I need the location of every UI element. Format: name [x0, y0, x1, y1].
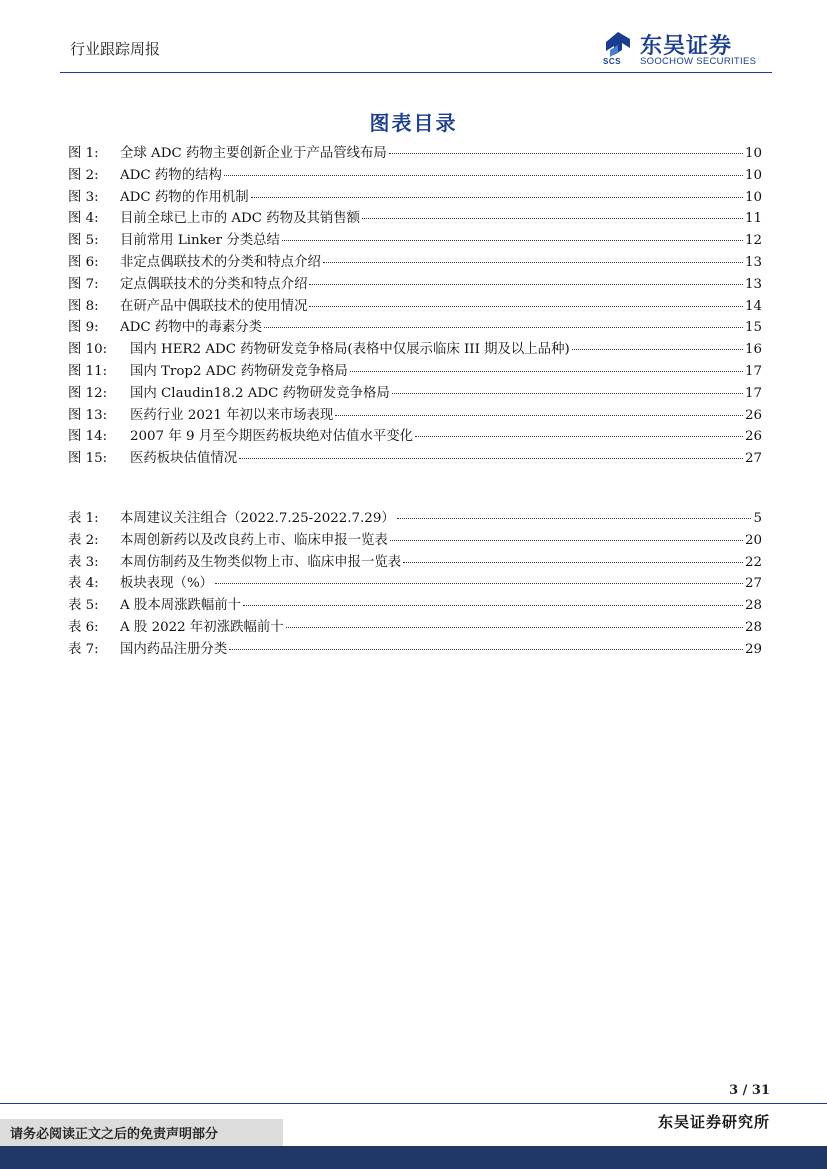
dot-leader [390, 540, 743, 541]
dot-leader [350, 371, 743, 372]
figure-page-number[interactable]: 10 [744, 146, 762, 161]
table-page-number[interactable]: 28 [744, 598, 762, 614]
figure-title[interactable]: 定点偶联技术的分类和特点介绍 [120, 276, 308, 292]
dot-leader [282, 240, 743, 241]
figure-page-number[interactable]: 11 [744, 211, 762, 227]
figure-entry[interactable] [68, 252, 762, 274]
dot-leader [389, 153, 743, 154]
table-page-number[interactable]: 5 [753, 511, 762, 526]
footer-band [0, 1146, 827, 1169]
table-page-number[interactable]: 29 [744, 641, 762, 657]
dot-leader [286, 627, 743, 628]
logo-abbreviation: SCS [603, 57, 621, 66]
figure-number: 图 7: [68, 276, 99, 292]
figure-number: 图 9: [68, 320, 99, 336]
dot-leader [251, 197, 743, 198]
table-number: 表 4: [68, 576, 99, 592]
figure-entry[interactable] [68, 165, 762, 187]
company-logo [600, 30, 770, 70]
dot-leader [335, 415, 743, 416]
table-title[interactable]: 国内药品注册分类 [120, 641, 228, 657]
figure-title[interactable]: 全球 ADC 药物主要创新企业于产品管线布局 [120, 146, 387, 161]
figure-entry[interactable] [68, 187, 762, 209]
dot-leader [403, 562, 743, 563]
figure-title[interactable]: 目前全球已上市的 ADC 药物及其销售额 [120, 211, 361, 227]
dot-leader [397, 518, 752, 519]
figure-number: 图 1: [68, 146, 99, 161]
table-entry[interactable] [68, 573, 762, 595]
table-number: 表 1: [68, 511, 99, 526]
figure-entry[interactable] [68, 426, 762, 448]
dot-leader [415, 436, 743, 437]
figure-page-number[interactable]: 15 [744, 320, 762, 336]
table-number: 表 3: [68, 554, 99, 570]
figure-title[interactable]: 2007 年 9 月至今期医药板块绝对估值水平变化 [130, 429, 414, 445]
figure-number: 图 13: [68, 407, 108, 423]
table-list [68, 508, 762, 661]
dot-leader [229, 649, 743, 650]
footer-organization: 东吴证券研究所 [657, 1113, 770, 1131]
figure-number: 图 6: [68, 254, 99, 270]
dot-leader [239, 458, 743, 459]
figure-number: 图 2: [68, 167, 99, 183]
figure-entry[interactable] [68, 339, 762, 361]
figure-title[interactable]: ADC 药物的结构 [120, 167, 222, 183]
figure-number: 图 11: [68, 363, 108, 379]
figure-entry[interactable] [68, 448, 762, 470]
figure-title[interactable]: 非定点偶联技术的分类和特点介绍 [120, 254, 321, 270]
dot-leader [392, 393, 743, 394]
figure-page-number[interactable]: 14 [744, 298, 762, 314]
figure-title[interactable]: 在研产品中偶联技术的使用情况 [120, 298, 308, 314]
figure-title[interactable]: 国内 Trop2 ADC 药物研发竞争格局 [130, 363, 348, 379]
dot-leader [264, 327, 743, 328]
table-page-number[interactable]: 27 [744, 576, 762, 592]
figure-number: 图 15: [68, 451, 108, 467]
figure-title[interactable]: ADC 药物中的毒素分类 [120, 320, 263, 336]
table-title[interactable]: 本周仿制药及生物类似物上市、临床申报一览表 [120, 554, 402, 570]
figure-number: 图 3: [68, 189, 99, 205]
figure-entry[interactable] [68, 296, 762, 318]
report-type-label: 行业跟踪周报 [70, 40, 161, 58]
figure-number: 图 8: [68, 298, 99, 314]
table-entry[interactable] [68, 595, 762, 617]
figure-page-number[interactable]: 16 [744, 342, 762, 358]
table-page-number[interactable]: 22 [744, 554, 762, 570]
toc-title: 图表目录 [369, 111, 458, 135]
dot-leader [362, 218, 743, 219]
dot-leader [309, 284, 742, 285]
figure-entry[interactable] [68, 230, 762, 252]
figure-entry[interactable] [68, 274, 762, 296]
table-entry[interactable] [68, 639, 762, 661]
figure-page-number[interactable]: 17 [744, 363, 762, 379]
table-entry[interactable] [68, 508, 762, 530]
figure-page-number[interactable]: 26 [744, 407, 762, 423]
disclaimer-text: 请务必阅读正文之后的免责声明部分 [10, 1127, 219, 1142]
figure-page-number[interactable]: 10 [744, 167, 762, 183]
table-number: 表 6: [68, 619, 99, 635]
figure-title[interactable]: ADC 药物的作用机制 [120, 189, 249, 205]
figure-page-number[interactable]: 12 [744, 233, 762, 249]
dot-leader [243, 605, 743, 606]
figure-page-number[interactable]: 13 [744, 276, 762, 292]
figure-number: 图 5: [68, 233, 99, 249]
table-page-number[interactable]: 20 [744, 532, 762, 548]
figure-number: 图 14: [68, 429, 108, 445]
logo-english-name: SOOCHOW SECURITIES [640, 56, 757, 67]
figure-page-number[interactable]: 27 [744, 451, 762, 467]
figure-page-number[interactable]: 26 [744, 429, 762, 445]
figure-entry[interactable] [68, 143, 762, 165]
dot-leader [572, 349, 743, 350]
table-entry[interactable] [68, 552, 762, 574]
dot-leader [309, 306, 742, 307]
header-divider [60, 72, 772, 73]
figure-title[interactable]: 目前常用 Linker 分类总结 [120, 233, 280, 249]
figure-entry[interactable] [68, 208, 762, 230]
table-title[interactable]: 板块表现（%） [120, 576, 214, 592]
figure-entry[interactable] [68, 361, 762, 383]
dot-leader [224, 175, 743, 176]
figure-entry[interactable] [68, 405, 762, 427]
figure-entry[interactable] [68, 317, 762, 339]
figure-number: 图 4: [68, 211, 99, 227]
logo-chinese-name: 东吴证券 [640, 34, 733, 59]
figure-number: 图 10: [68, 342, 108, 358]
figure-list [68, 143, 762, 470]
figure-title[interactable]: 国内 HER2 ADC 药物研发竞争格局(表格中仅展示临床 III 期及以上品种) [130, 342, 570, 358]
figure-number: 图 12: [68, 385, 108, 401]
footer-divider [0, 1103, 827, 1104]
figure-title[interactable]: 医药板块估值情况 [130, 451, 238, 467]
table-entry[interactable] [68, 617, 762, 639]
table-number: 表 5: [68, 598, 99, 614]
table-number: 表 2: [68, 532, 99, 548]
figure-entry[interactable] [68, 383, 762, 405]
table-title[interactable]: A 股 2022 年初涨跌幅前十 [120, 619, 284, 635]
dot-leader [215, 583, 743, 584]
dot-leader [323, 262, 743, 263]
table-title[interactable]: 本周创新药以及改良药上市、临床申报一览表 [120, 532, 388, 548]
disclaimer-banner [0, 1119, 283, 1146]
page-indicator: 3 / 31 [729, 1083, 770, 1098]
table-title[interactable]: A 股本周涨跌幅前十 [120, 598, 242, 614]
figure-title[interactable]: 医药行业 2021 年初以来市场表现 [130, 407, 334, 423]
table-title[interactable]: 本周建议关注组合（2022.7.25-2022.7.29） [120, 511, 395, 526]
figure-page-number[interactable]: 13 [744, 254, 762, 270]
table-number: 表 7: [68, 641, 99, 657]
figure-title[interactable]: 国内 Claudin18.2 ADC 药物研发竞争格局 [130, 385, 390, 401]
table-entry[interactable] [68, 530, 762, 552]
figure-page-number[interactable]: 17 [744, 385, 762, 401]
figure-page-number[interactable]: 10 [744, 189, 762, 205]
table-page-number[interactable]: 28 [744, 619, 762, 635]
